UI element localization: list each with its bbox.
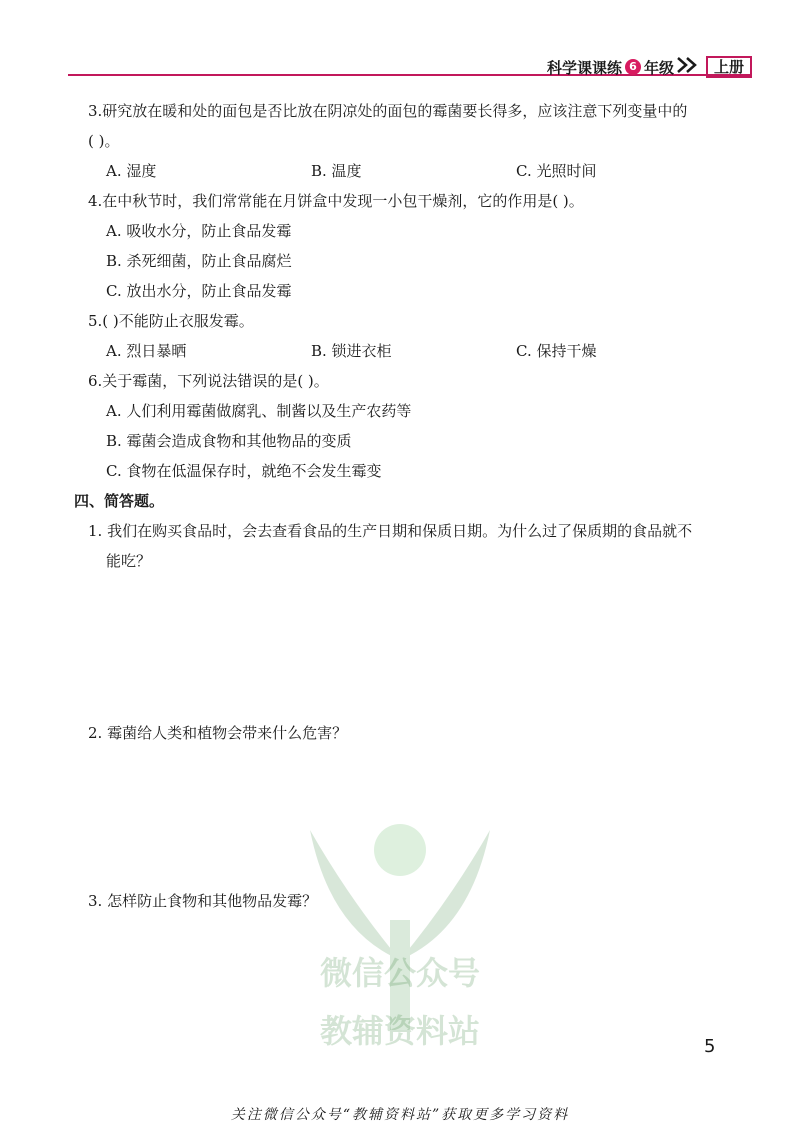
question-content bbox=[74, 96, 748, 916]
header-title bbox=[547, 56, 752, 78]
footer-note: 关注微信公众号“教辅资料站”获取更多学习资料 bbox=[230, 1107, 570, 1123]
volume-label: 上册 bbox=[706, 56, 752, 78]
watermark-text-1: 微信公众号 bbox=[319, 954, 480, 992]
short-answer-2: 2. 霉菌给人类和植物会带来什么危害？ bbox=[88, 724, 348, 742]
double-chevron-icon bbox=[676, 56, 702, 78]
question-5 bbox=[88, 306, 748, 366]
question-3-stem-cont: ( )。 bbox=[88, 132, 120, 150]
option-a: A. 湿度 bbox=[106, 162, 157, 180]
grade-label: 年级 bbox=[643, 58, 674, 77]
page-number: 5 bbox=[704, 1036, 716, 1057]
option-a: A. 吸收水分，防止食品发霉 bbox=[106, 222, 292, 240]
watermark-text-2: 教辅资料站 bbox=[319, 1012, 480, 1050]
question-6-stem: 6.关于霉菌，下列说法错误的是( )。 bbox=[88, 372, 329, 390]
short-answer-1-cont: 能吃？ bbox=[106, 552, 152, 570]
option-c: C. 光照时间 bbox=[516, 162, 597, 180]
question-3-stem: 3.研究放在暖和处的面包是否比放在阴凉处的面包的霉菌要长得多，应该注意下列变量中的 bbox=[88, 102, 688, 120]
option-a: A. 人们利用霉菌做腐乳、制酱以及生产农药等 bbox=[106, 402, 412, 420]
option-c: C. 放出水分，防止食品发霉 bbox=[106, 282, 292, 300]
option-b: B. 温度 bbox=[311, 162, 362, 180]
question-3-options bbox=[88, 156, 748, 186]
question-5-stem: 5.( )不能防止衣服发霉。 bbox=[88, 312, 254, 330]
question-4 bbox=[88, 186, 748, 306]
short-answer-1: 1. 我们在购买食品时，会去查看食品的生产日期和保质日期。为什么过了保质期的食品就不 bbox=[88, 522, 693, 540]
option-a: A. 烈日暴晒 bbox=[106, 342, 187, 360]
question-6 bbox=[88, 366, 748, 486]
answer-space bbox=[88, 576, 748, 718]
short-answer-3: 3. 怎样防止食物和其他物品发霉？ bbox=[88, 892, 318, 910]
option-c: C. 食物在低温保存时，就绝不会发生霉变 bbox=[106, 462, 382, 480]
question-3 bbox=[88, 96, 748, 186]
question-5-options bbox=[88, 336, 748, 366]
question-4-stem: 4.在中秋节时，我们常常能在月饼盒中发现一小包干燥剂，它的作用是( )。 bbox=[88, 192, 584, 210]
series-title: 科学课课练 bbox=[546, 58, 622, 77]
option-c: C. 保持干燥 bbox=[516, 342, 597, 360]
option-b: B. 杀死细菌，防止食品腐烂 bbox=[106, 252, 292, 270]
page-header bbox=[0, 0, 800, 80]
option-b: B. 锁进衣柜 bbox=[311, 342, 392, 360]
section-title: 四、简答题。 bbox=[74, 492, 165, 510]
option-b: B. 霉菌会造成食物和其他物品的变质 bbox=[106, 432, 352, 450]
grade-number-badge: 6 bbox=[625, 59, 641, 75]
